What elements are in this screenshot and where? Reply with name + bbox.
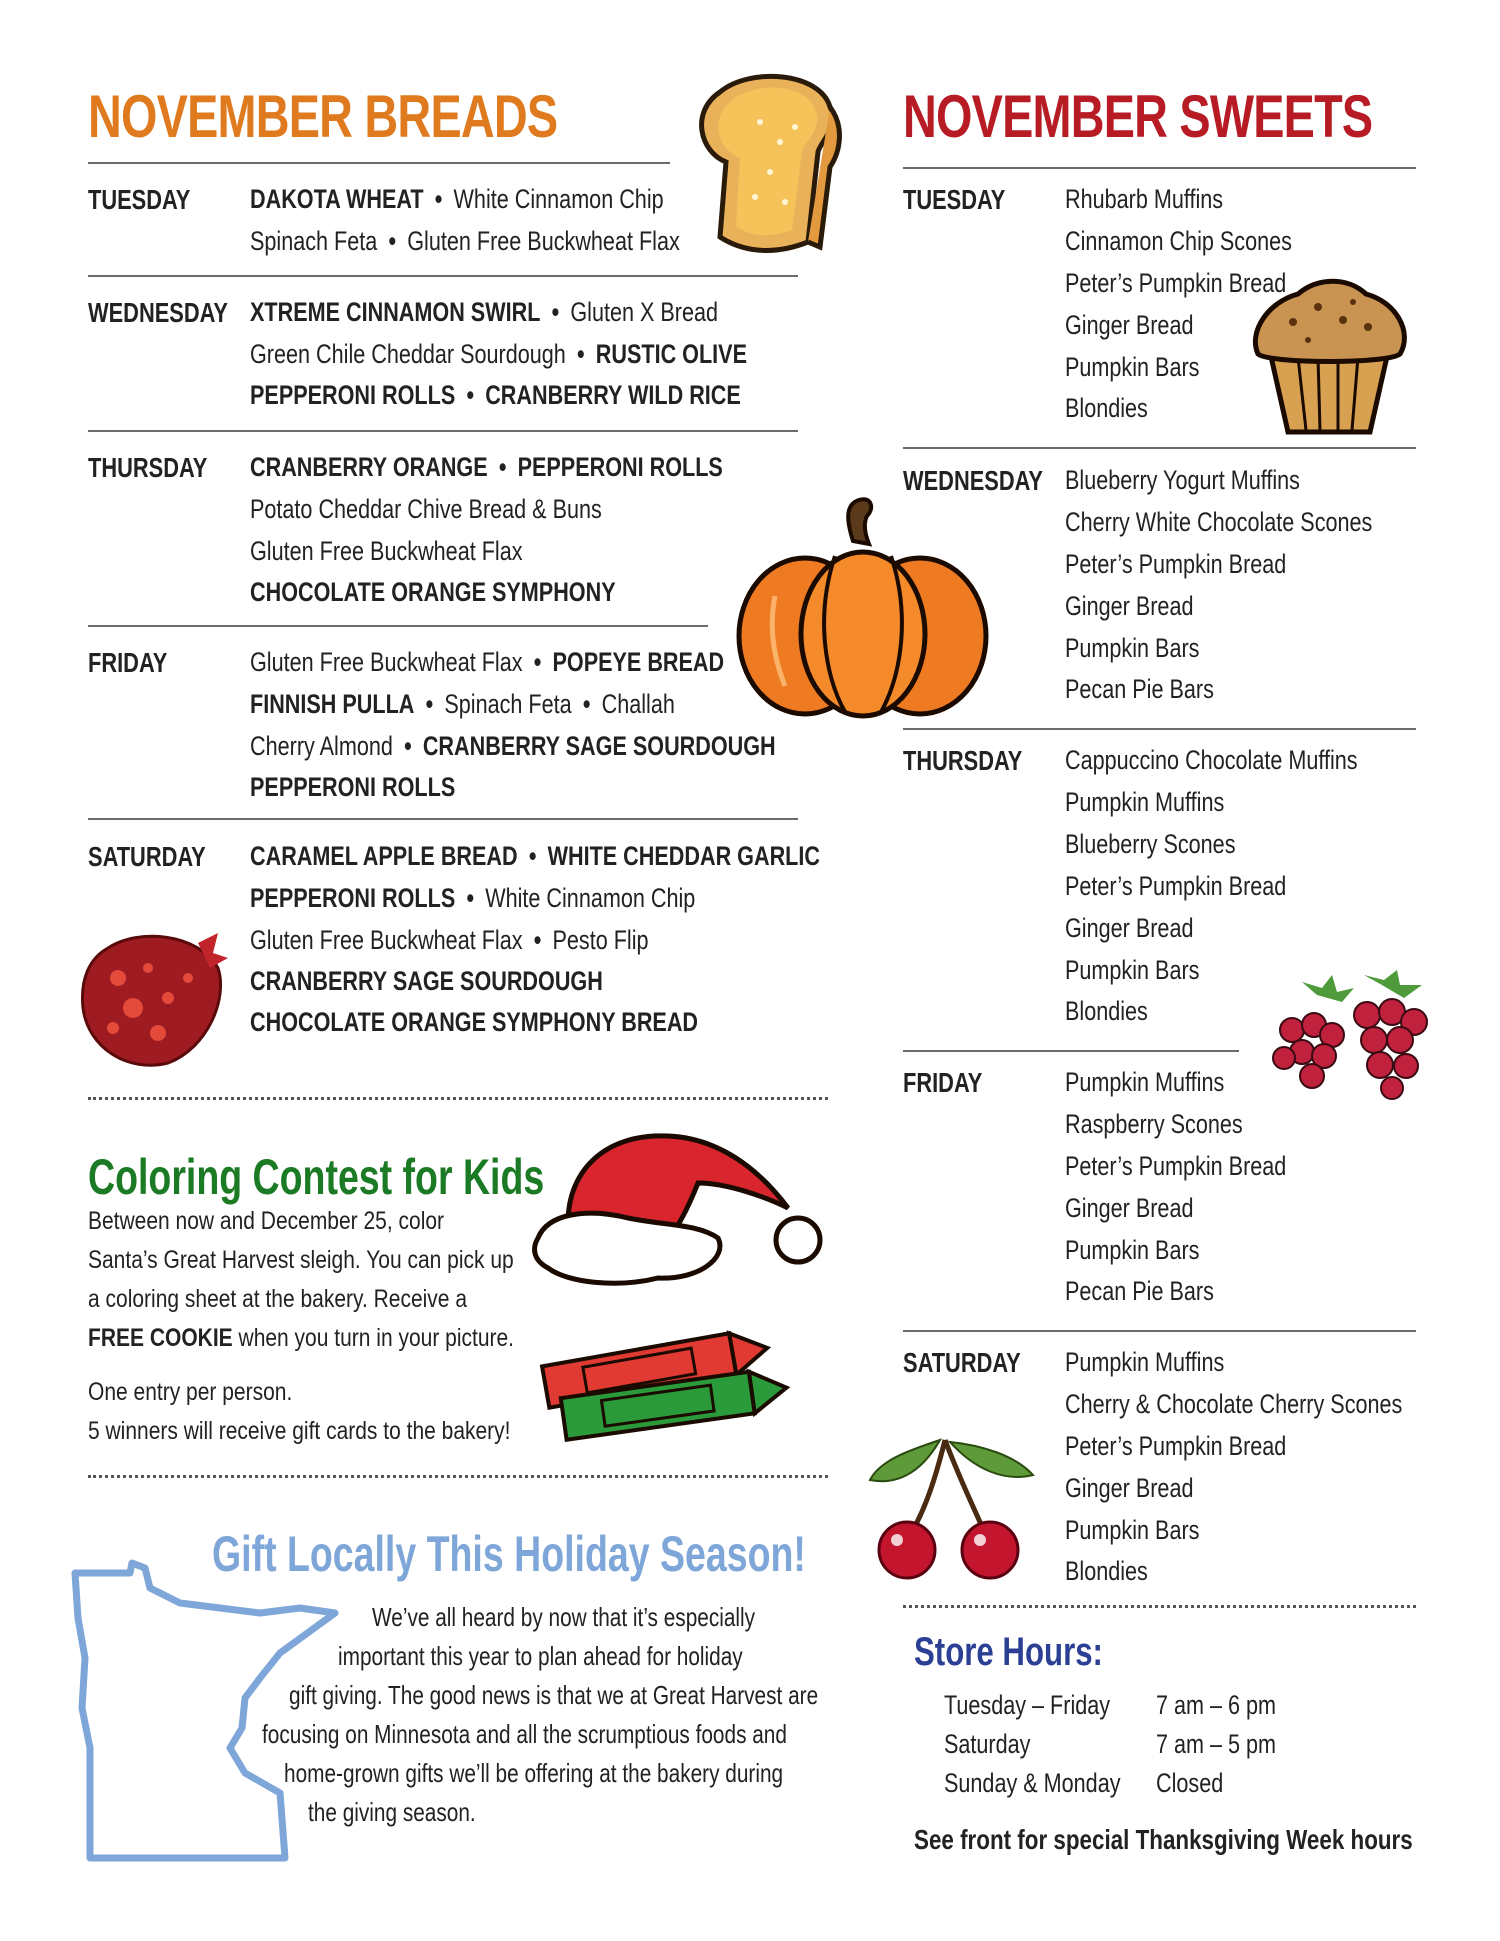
bread-line: DAKOTA WHEAT • White Cinnamon Chip xyxy=(250,184,664,214)
gift-text: We’ve all heard by now that it’s especially xyxy=(372,1602,756,1632)
sweet-item: Peter’s Pumpkin Bread xyxy=(1065,549,1287,579)
sweet-item: Blueberry Yogurt Muffins xyxy=(1065,465,1300,495)
breads-day-friday: FRIDAY xyxy=(88,647,168,678)
gift-text: focusing on Minnesota and all the scrumptious foods and xyxy=(262,1719,787,1749)
divider xyxy=(903,447,1416,449)
sweet-item: Pumpkin Bars xyxy=(1065,352,1200,382)
divider xyxy=(903,1050,1239,1052)
sweet-item: Ginger Bread xyxy=(1065,310,1194,340)
divider xyxy=(903,167,1416,169)
sweets-day-friday: FRIDAY xyxy=(903,1067,983,1098)
sweet-item: Pumpkin Bars xyxy=(1065,633,1200,663)
bread-slice-icon xyxy=(680,72,852,254)
breads-title: NOVEMBER BREADS xyxy=(88,83,558,150)
sweet-item: Peter’s Pumpkin Bread xyxy=(1065,268,1287,298)
minnesota-map-icon xyxy=(70,1558,342,1858)
santa-hat-icon xyxy=(528,1128,826,1288)
hours-days: Saturday xyxy=(944,1729,1031,1759)
sweet-item: Cherry & Chocolate Cherry Scones xyxy=(1065,1389,1403,1419)
bread-line: CRANBERRY ORANGE • PEPPERONI ROLLS xyxy=(250,452,723,482)
sweet-item: Blondies xyxy=(1065,996,1148,1026)
sweet-item: Pumpkin Bars xyxy=(1065,1235,1200,1265)
bread-line: CRANBERRY SAGE SOURDOUGH xyxy=(250,966,603,996)
pumpkin-icon xyxy=(735,496,990,718)
bread-line: Potato Cheddar Chive Bread & Buns xyxy=(250,494,602,524)
divider xyxy=(88,625,708,627)
sweet-item: Pumpkin Muffins xyxy=(1065,787,1225,817)
sausage-icon xyxy=(78,928,230,1070)
divider xyxy=(88,818,798,820)
bread-line: Gluten Free Buckwheat Flax xyxy=(250,536,523,566)
raspberry-icon xyxy=(1262,970,1437,1102)
sweets-day-thursday: THURSDAY xyxy=(903,745,1023,776)
bread-line: PEPPERONI ROLLS xyxy=(250,772,456,802)
gift-title: Gift Locally This Holiday Season! xyxy=(212,1526,806,1582)
hours-time: Closed xyxy=(1156,1768,1224,1798)
contest-text: Between now and December 25, color xyxy=(88,1207,445,1235)
sweet-item: Blondies xyxy=(1065,1556,1148,1586)
divider xyxy=(88,162,670,164)
sweet-item: Pumpkin Muffins xyxy=(1065,1347,1225,1377)
sweet-item: Cherry White Chocolate Scones xyxy=(1065,507,1373,537)
sweet-item: Peter’s Pumpkin Bread xyxy=(1065,1151,1287,1181)
contest-text: Santa’s Great Harvest sleigh. You can pick up xyxy=(88,1246,514,1274)
sweet-item: Ginger Bread xyxy=(1065,1473,1194,1503)
sweets-title: NOVEMBER SWEETS xyxy=(903,83,1373,150)
bread-line: PEPPERONI ROLLS • CRANBERRY WILD RICE xyxy=(250,380,741,410)
muffin-icon xyxy=(1248,272,1410,437)
sweet-item: Pumpkin Muffins xyxy=(1065,1067,1225,1097)
dotted-divider xyxy=(88,1097,828,1100)
breads-day-tuesday: TUESDAY xyxy=(88,184,191,215)
sweets-day-tuesday: TUESDAY xyxy=(903,184,1006,215)
bread-line: CHOCOLATE ORANGE SYMPHONY BREAD xyxy=(250,1007,699,1037)
hours-days: Tuesday – Friday xyxy=(944,1690,1111,1720)
sweet-item: Peter’s Pumpkin Bread xyxy=(1065,871,1287,901)
bread-line: Cherry Almond • CRANBERRY SAGE SOURDOUGH xyxy=(250,731,776,761)
sweet-item: Ginger Bread xyxy=(1065,1193,1194,1223)
divider xyxy=(903,728,1416,730)
sweet-item: Rhubarb Muffins xyxy=(1065,184,1224,214)
sweets-day-wednesday: WEDNESDAY xyxy=(903,465,1043,496)
bread-line: Green Chile Cheddar Sourdough • RUSTIC OLIVE xyxy=(250,339,747,369)
breads-day-thursday: THURSDAY xyxy=(88,452,208,483)
divider xyxy=(903,1330,1416,1332)
gift-text: gift giving. The good news is that we at Great Harvest are xyxy=(289,1680,819,1710)
dotted-divider xyxy=(903,1605,1416,1608)
sweet-item: Cappuccino Chocolate Muffins xyxy=(1065,745,1358,775)
bread-line: CHOCOLATE ORANGE SYMPHONY xyxy=(250,577,616,607)
contest-text: One entry per person. xyxy=(88,1378,293,1406)
bread-line: PEPPERONI ROLLS • White Cinnamon Chip xyxy=(250,883,696,913)
sweet-item: Ginger Bread xyxy=(1065,591,1194,621)
bread-line: Gluten Free Buckwheat Flax • POPEYE BREAD xyxy=(250,647,725,677)
bread-line: Gluten Free Buckwheat Flax • Pesto Flip xyxy=(250,925,649,955)
crayons-icon xyxy=(533,1322,793,1438)
gift-text: the giving season. xyxy=(308,1797,476,1827)
hours-time: 7 am – 5 pm xyxy=(1156,1729,1277,1759)
sweet-item: Raspberry Scones xyxy=(1065,1109,1243,1139)
bread-line: Spinach Feta • Gluten Free Buckwheat Flax xyxy=(250,226,680,256)
sweets-day-saturday: SATURDAY xyxy=(903,1347,1021,1378)
contest-text: a coloring sheet at the bakery. Receive a xyxy=(88,1285,467,1313)
bread-line: XTREME CINNAMON SWIRL • Gluten X Bread xyxy=(250,297,719,327)
gift-text: home-grown gifts we’ll be offering at the bakery during xyxy=(284,1758,784,1788)
cherries-icon xyxy=(865,1430,1043,1580)
contest-text: FREE COOKIE when you turn in your picture. xyxy=(88,1324,515,1352)
contest-text: 5 winners will receive gift cards to the bakery! xyxy=(88,1417,511,1445)
sweet-item: Pecan Pie Bars xyxy=(1065,674,1214,704)
sweet-item: Pumpkin Bars xyxy=(1065,955,1200,985)
contest-title: Coloring Contest for Kids xyxy=(88,1149,545,1205)
gift-text: important this year to plan ahead for holiday xyxy=(338,1641,743,1671)
sweet-item: Blueberry Scones xyxy=(1065,829,1236,859)
hours-time: 7 am – 6 pm xyxy=(1156,1690,1277,1720)
bread-line: CARAMEL APPLE BREAD • WHITE CHEDDAR GARLIC xyxy=(250,841,820,871)
breads-day-wednesday: WEDNESDAY xyxy=(88,297,228,328)
breads-day-saturday: SATURDAY xyxy=(88,841,206,872)
sweet-item: Ginger Bread xyxy=(1065,913,1194,943)
hours-days: Sunday & Monday xyxy=(944,1768,1121,1798)
sweet-item: Pumpkin Bars xyxy=(1065,1515,1200,1545)
store-hours-title: Store Hours: xyxy=(914,1630,1103,1674)
divider xyxy=(88,275,798,277)
hours-note: See front for special Thanksgiving Week hours xyxy=(914,1824,1413,1855)
sweet-item: Peter’s Pumpkin Bread xyxy=(1065,1431,1287,1461)
sweet-item: Cinnamon Chip Scones xyxy=(1065,226,1292,256)
sweet-item: Pecan Pie Bars xyxy=(1065,1276,1214,1306)
sweet-item: Blondies xyxy=(1065,393,1148,423)
bread-line: FINNISH PULLA • Spinach Feta • Challah xyxy=(250,689,675,719)
divider xyxy=(88,430,798,432)
dotted-divider xyxy=(88,1475,828,1478)
